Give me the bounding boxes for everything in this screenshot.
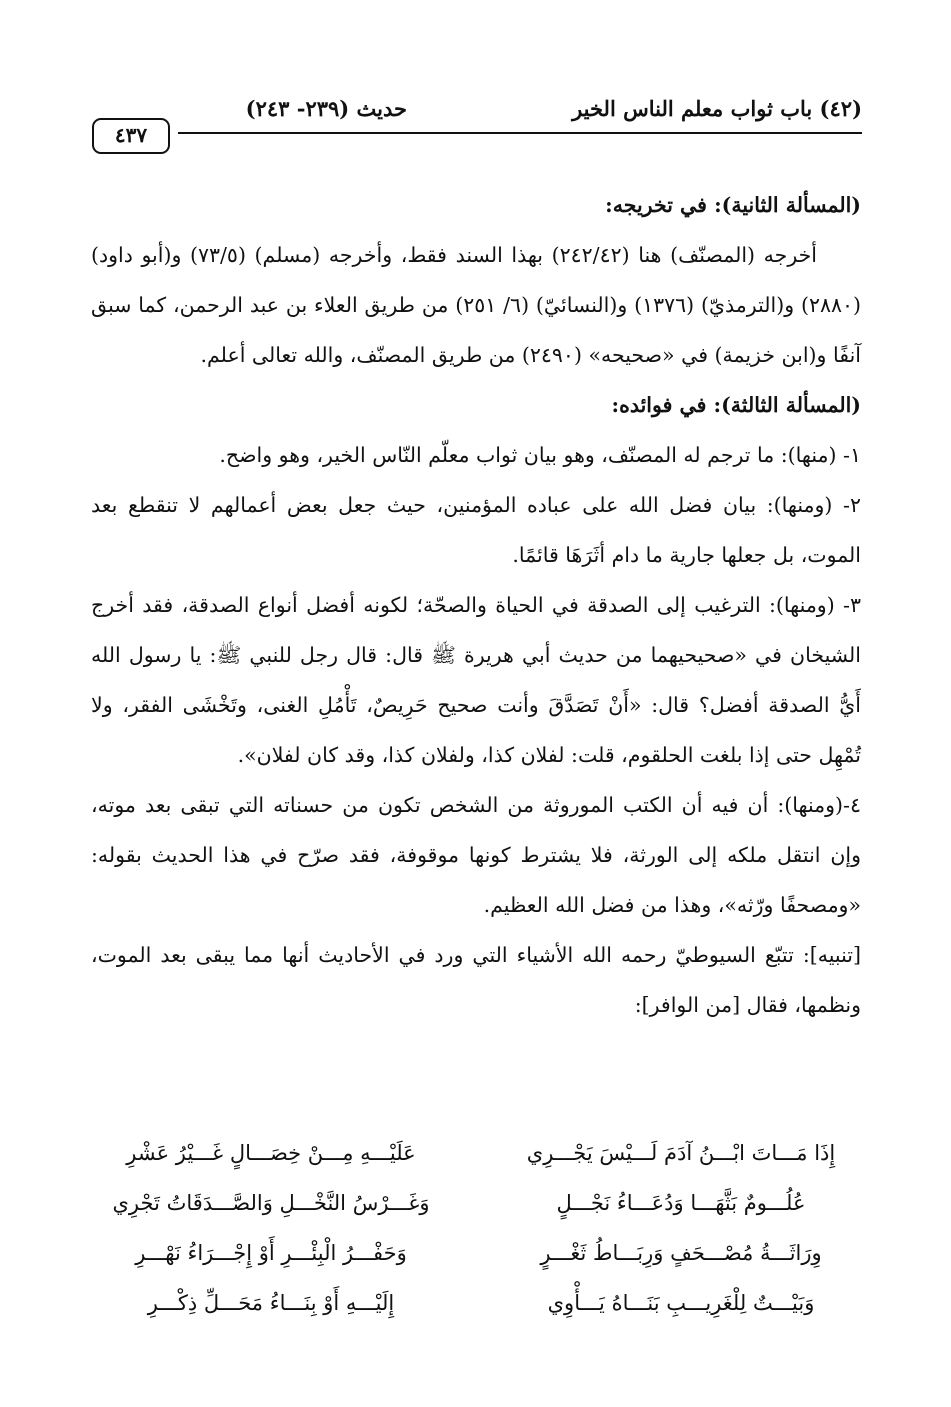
benefit-item-4: ٤-(ومنها): أن فيه أن الكتب الموروثة من الشخص تكون من حسناته التي تبقى بعد موته، وإن انتقل ملكه إلى الورثة، فلا يشترط كونها موقوفة، فقد صرّح في هذا الحديث بقوله: «ومصحفًا ورّثه»، وهذا من فضل الله العظيم. <box>91 793 861 917</box>
poem-second-hemistich: وَغَـــرْسُ النَّخْـــلِ وَالصَّـــدَقَاتُ تَجْرِي <box>112 1191 430 1215</box>
poem-verse <box>91 1178 861 1228</box>
benefit-item-2: ٢- (ومنها): بيان فضل الله على عباده المؤمنين، حيث جعل بعض أعمالهم لا تنقطع بعد الموت، بل جعلها جارية ما دام أثَرَهَا قائمًا. <box>91 493 861 567</box>
poem-first-hemistich: وِرَاثَـــةُ مُصْـــحَفٍ وَرِبَـــاطُ ثَغْـــرٍ <box>540 1241 822 1265</box>
poem <box>91 1128 861 1328</box>
poem-first-hemistich: وَبَيْـــتٌ لِلْغَرِيـــبِ بَنَـــاهُ يَـــأْوِي <box>547 1291 815 1315</box>
section2-heading: (المسألة الثانية): في تخريجه: <box>605 193 861 217</box>
section3-heading: (المسألة الثالثة): في فوائده: <box>611 393 861 417</box>
poem-first-hemistich: إِذَا مَـــاتَ ابْـــنُ آدَمَ لَـــيْسَ يَجْـــرِي <box>526 1141 836 1165</box>
poem-verse <box>91 1228 861 1278</box>
page-number: ٤٣٧ <box>92 118 170 154</box>
poem-first-hemistich: عُلُـــومٌ بَثَّهَـــا وَدُعَـــاءُ نَجْـــلٍ <box>556 1191 806 1215</box>
benefit-item-1: ١- (منها): ما ترجم له المصنّف، وهو بيان ثواب معلّم النّاس الخير، وهو واضح. <box>219 443 861 467</box>
poem-verse <box>91 1128 861 1178</box>
page-header <box>92 92 862 147</box>
header-rule <box>178 132 862 134</box>
benefit-item-3: ٣- (ومنها): الترغيب إلى الصدقة في الحياة والصحّة؛ لكونه أفضل أنواع الصدقة، فقد أخرج الشيخان في «صحيحيهما من حديث أبي هريرة ﷺ قال: قال رجل للنبي ﷺ: يا رسول الله أَيُّ الصدقة أفضل؟ قال: «أَنْ تَصَدَّقَ وأنت صحيح حَرِيصٌ، تَأْمُلِ الغنى، وتَخْشَى الفقر، ولا تُمْهِل حتى إذا بلغت الحلقوم، قلت: لفلان كذا، ولفلان كذا، وقد كان لفلان». <box>91 593 861 767</box>
poem-second-hemistich: إِلَيْـــهِ أَوْ بِنَـــاءُ مَحَـــلِّ ذِكْـــرِ <box>147 1291 395 1315</box>
hadith-range: حديث (٢٣٩- ٢٤٣) <box>245 96 407 121</box>
poem-second-hemistich: عَلَيْـــهِ مِـــنْ خِصَـــالٍ غَـــيْرُ عَشْرِ <box>126 1141 416 1165</box>
section2-paragraph: أخرجه (المصنّف) هنا (٢٤٢/٤٢) بهذا السند فقط، وأخرجه (مسلم) (٧٣/٥) و(أبو داود) (٢٨٨٠) و(الترمذيّ) (١٣٧٦) و(النسائيّ) (٦/ ٢٥١) من طريق العلاء بن عبد الرحمن، كما سبق آنفًا و(ابن خزيمة) في «صحيحه» (٢٤٩٠) من طريق المصنّف، والله تعالى أعلم. <box>91 243 861 367</box>
note-paragraph: [تنبيه]: تتبّع السيوطيّ رحمه الله الأشياء التي ورد في الأحاديث أنها مما يبقى بعد الموت، ونظمها، فقال [من الوافر]: <box>91 943 861 1017</box>
poem-second-hemistich: وَحَفْـــرُ الْبِئْـــرِ أَوْ إِجْـــرَاءُ نَهْـــرِ <box>135 1241 407 1265</box>
poem-verse <box>91 1278 861 1328</box>
chapter-title: (٤٢) باب ثواب معلم الناس الخير <box>572 96 862 121</box>
main-text <box>91 180 861 1030</box>
